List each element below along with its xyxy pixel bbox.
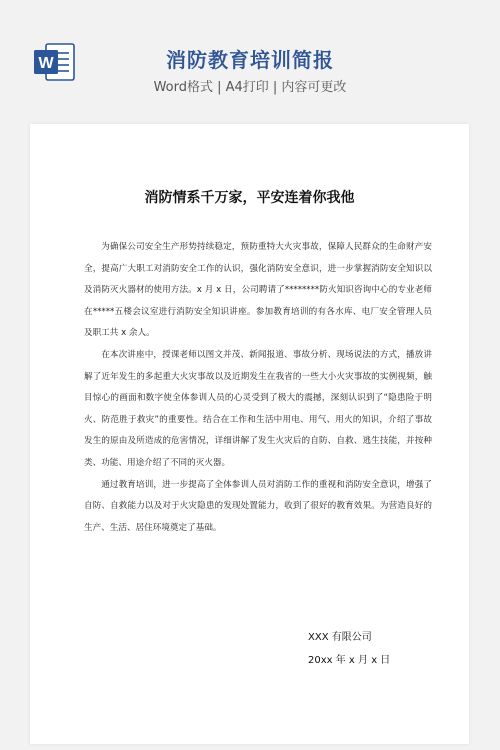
body-paragraph-2: 在本次讲座中，授课老师以图文并茂、新闻报道、事故分析、现场说法的方式，播放讲解了近年发生的多起重大火灾事故以及近期发生在我省的一些大小火灾事故的实例视频，触目惊心的画面和数字使全体参训人员的心灵受到了极大的震撼，深刻认识到了“隐患险于明火、防范胜于救灾”的重要性。结合在工作和生活中用电、用气、用火的知识，介绍了事故发生的原由及所造成的危害情况，详细讲解了发生火灾后的自防、自救、逃生技能，并按种类、功能、用途介绍了不同的灭火器。 bbox=[84, 349, 432, 468]
document-heading: 消防情系千万家，平安连着你我他 bbox=[144, 190, 355, 206]
signature-block bbox=[308, 626, 390, 672]
format-subtitle: Word格式 | A4打印 | 内容可更改 bbox=[153, 80, 347, 95]
document-page bbox=[30, 124, 469, 744]
body-paragraph-1: 为确保公司安全生产形势持续稳定，预防重特大火灾事故，保障人民群众的生命财产安全，提高广大职工对消防安全工作的认识，强化消防安全意识，进一步掌握消防安全知识以及消防灭火器材的使用方法。x 月 x 日，公司聘请了********防火知识咨询中心的专业老师在*****五楼会议室进行消防安全知识讲座。参加教育培训的有各水库、电厂安全管理人员及职工共 x 余人。 bbox=[84, 242, 432, 339]
signature-company: XXX 有限公司 bbox=[308, 632, 372, 643]
document-body bbox=[84, 237, 432, 539]
signature-date: 20xx 年 x 月 x 日 bbox=[308, 655, 391, 666]
body-paragraph-3: 通过教育培训，进一步提高了全体参训人员对消防工作的重视和消防安全意识，增强了自防、自救能力以及对于火灾隐患的发现处置能力，收到了很好的教育效果。为营造良好的生产、生活、居住环境奠定了基础。 bbox=[84, 479, 432, 533]
word-icon-letter: W bbox=[38, 55, 54, 72]
page-title: 消防教育培训简报 bbox=[166, 48, 334, 72]
header-banner bbox=[0, 0, 500, 110]
